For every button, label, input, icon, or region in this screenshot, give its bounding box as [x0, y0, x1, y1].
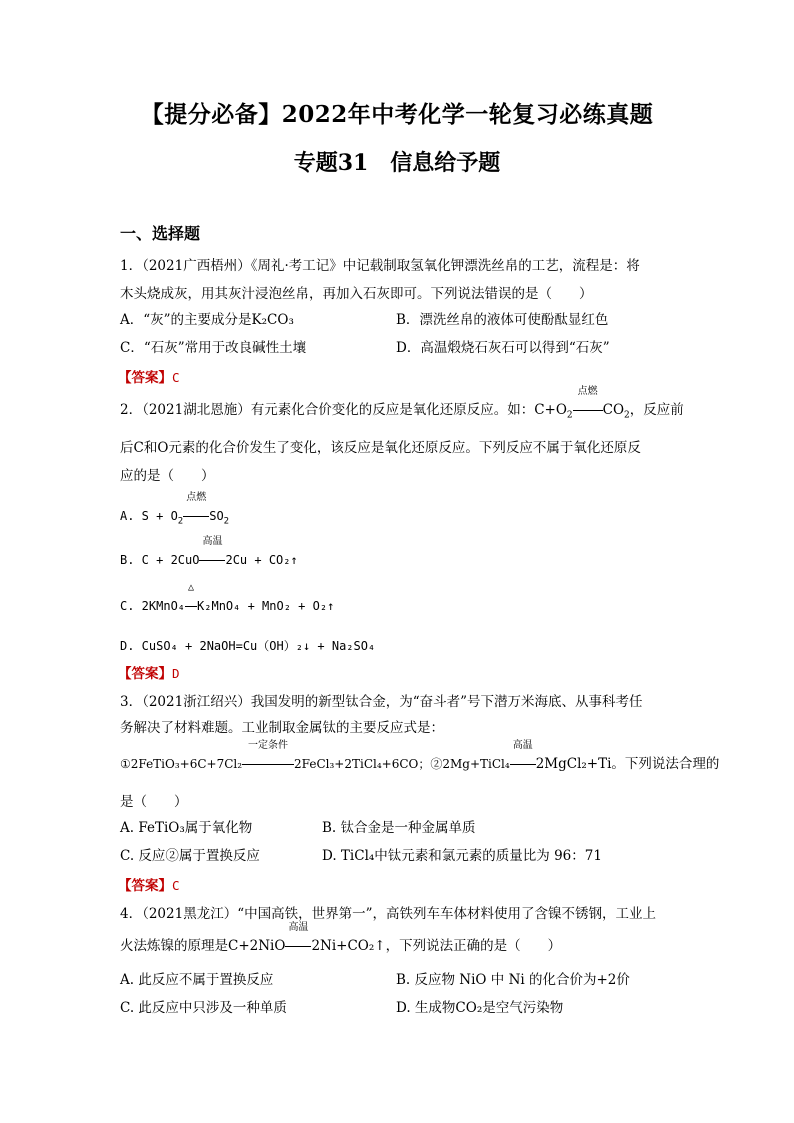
reaction-condition: [285, 922, 311, 956]
answer-value: C: [172, 370, 180, 385]
q2-option-b: [120, 536, 298, 570]
q4-stem-line2: [120, 922, 562, 956]
q3-stem-line4: 是（ ）: [120, 794, 188, 810]
q2-option-a: A. $S + O_2$ 点燃 $SO_2$: [120, 492, 230, 527]
q3-eq1-products: 2FeCl₃+2TiCl₄+6CO；②2Mg+TiCl₄: [294, 757, 510, 771]
condition-label: △: [188, 582, 195, 593]
answer-label: 【答案】: [118, 666, 172, 682]
reaction-condition: [573, 386, 603, 420]
q2-option-c-products: K₂MnO₄ + MnO₂ + O₂↑: [197, 599, 335, 613]
q3-stem-line2: 务解决了材料难题。工业制取金属钛的主要反应式是：: [120, 720, 444, 736]
q1-option-a: A．“灰”的主要成分是K₂CO₃: [120, 312, 294, 328]
q2-option-c-reactants: C. 2KMnO₄: [120, 599, 186, 613]
q3-option-d: D. TiCl₄中钛元素和氯元素的质量比为 96：71: [322, 848, 602, 864]
condition-label: 高温: [512, 740, 533, 751]
q4-option-c: C. 此反应中只涉及一种单质: [120, 1000, 287, 1016]
reaction-condition: [199, 536, 225, 570]
condition-label: 一定条件: [248, 740, 289, 751]
q2-text-end: ，反应前: [629, 402, 684, 418]
q1-option-b: B．漂洗丝帛的液体可使酚酞显红色: [396, 312, 609, 328]
q2-answer: [118, 662, 180, 682]
q1-option-c: C．“石灰”常用于改良碱性土壤: [120, 340, 307, 356]
q1-stem-line1: 1．（2021广西梧州）《周礼·考工记》中记载制取氢氧化钾漂洗丝帛的工艺，流程是：将: [120, 258, 640, 274]
q2-stem-line3: 应的是（ ）: [120, 468, 215, 484]
reaction-condition: [242, 740, 294, 774]
reaction-condition: [185, 582, 197, 616]
q3-answer: [118, 874, 180, 894]
q1-stem-line2: 木头烧成灰，用其灰汁浸泡丝帛，再加入石灰即可。下列说法错误的是（ ）: [120, 286, 593, 302]
q3-eq1-reactants: ①2FeTiO₃+6C+7Cl₂: [120, 757, 243, 771]
condition-label: 点燃: [186, 492, 207, 503]
q3-stem-line1: 3．（2021浙江绍兴）我国发明的新型钛合金，为“奋斗者”号下潜万米海底、从事科考任: [120, 694, 643, 710]
reaction-condition: [183, 492, 209, 526]
condition-label: 点燃: [577, 386, 598, 397]
q3-equations: [120, 740, 720, 774]
q2-stem-line2: 后C和O元素的化合价发生了变化，该反应是氧化还原反应。下列反应不属于氧化还原反: [120, 440, 641, 456]
condition-label: 高温: [288, 922, 309, 933]
q2-product: CO: [602, 402, 625, 418]
q2-text: 2．（2021湖北恩施）有元素化合价变化的反应是氧化还原反应。如：C+O: [120, 402, 567, 418]
q3-option-c: C. 反应②属于置换反应: [120, 848, 260, 864]
q4-option-a: A. 此反应不属于置换反应: [120, 972, 274, 988]
q4-option-d: D. 生成物CO₂是空气污染物: [396, 1000, 564, 1016]
q4-text: 火法炼镍的原理是C+2NiO: [120, 938, 286, 954]
q4-stem-line1: 4．（2021黑龙江）“中国高铁，世界第一”，高铁列车车体材料使用了含镍不锈钢，工业上: [120, 906, 656, 922]
condition-label: 高温: [202, 536, 223, 547]
q2-option-a-reactants: A. S + O: [120, 509, 178, 523]
q2-stem-line1: 2．（2021湖北恩施）有元素化合价变化的反应是氧化还原反应。如：$C+O_2$ 点燃 $CO_2$，反应前: [120, 386, 684, 421]
document-title: 【提分必备】2022年中考化学一轮复习必练真题: [140, 101, 654, 128]
answer-value: D: [172, 666, 180, 681]
q2-option-a-products: SO: [209, 509, 224, 523]
q3-eq2-products: 2MgCl₂+Ti。下列说法合理的: [535, 756, 720, 772]
answer-value: C: [172, 878, 180, 893]
document-subtitle: 专题31 信息给予题: [293, 150, 501, 176]
answer-label: 【答案】: [118, 370, 172, 386]
q1-option-d: D．高温煅烧石灰石可以得到“石灰”: [396, 340, 610, 356]
q2-option-d: D. CuSO₄ + 2NaOH=Cu（OH）₂↓ + Na₂SO₄: [120, 639, 376, 653]
q3-option-a: A. FeTiO₃属于氧化物: [120, 820, 253, 836]
q3-option-b: B. 钛合金是一种金属单质: [322, 820, 476, 836]
q4-option-b: B. 反应物 NiO 中 Ni 的化合价为+2价: [396, 972, 630, 988]
reaction-condition: [510, 740, 536, 774]
q2-option-b-reactants: B. C + 2CuO: [120, 553, 200, 567]
q2-option-b-products: 2Cu + CO₂↑: [225, 553, 298, 567]
q4-text-end: 2Ni+CO₂↑，下列说法正确的是（ ）: [311, 938, 562, 954]
q1-answer: [118, 366, 180, 386]
q2-option-c: [120, 582, 335, 616]
answer-label: 【答案】: [118, 878, 172, 894]
section-heading: 一、选择题: [120, 224, 201, 243]
